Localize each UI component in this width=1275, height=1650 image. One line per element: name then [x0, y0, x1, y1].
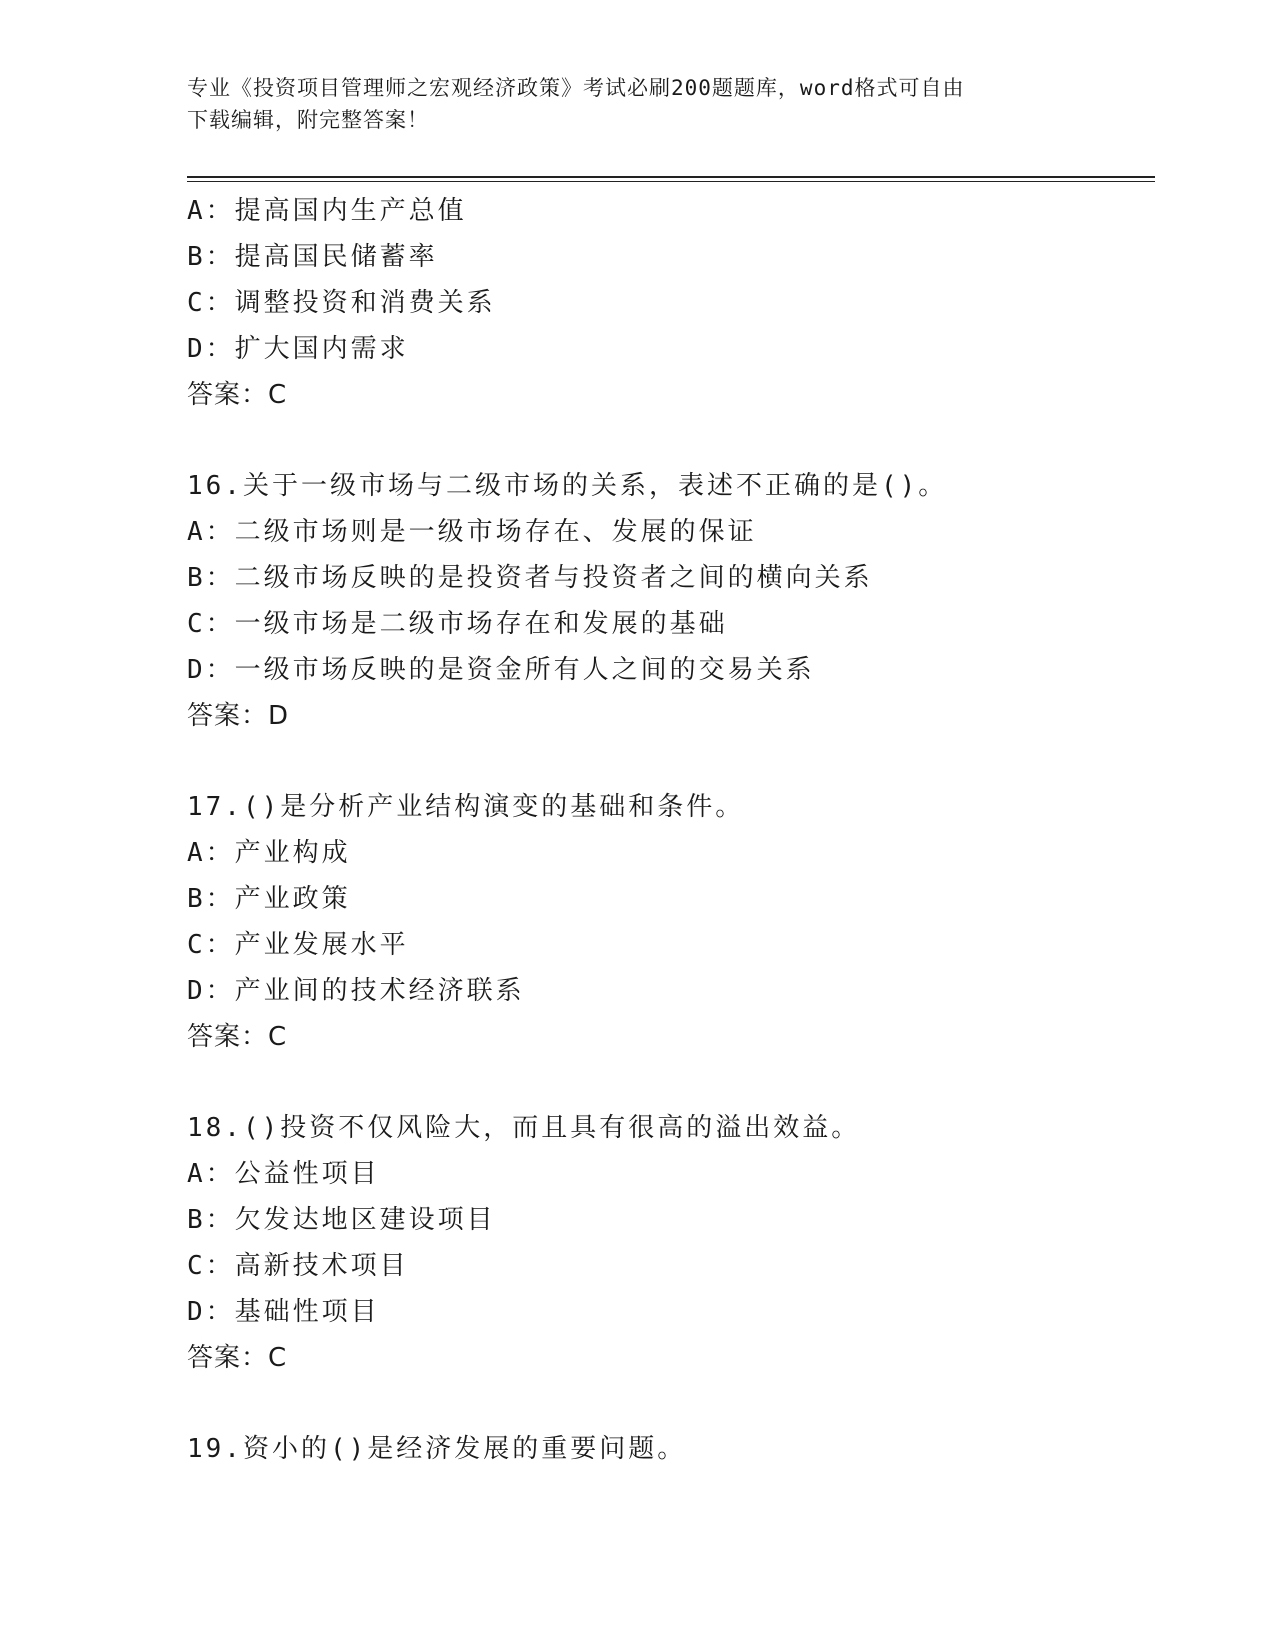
option-a: A：提高国内生产总值: [187, 196, 467, 226]
option-a: A：二级市场则是一级市场存在、发展的保证: [187, 517, 757, 547]
answer-line: 答案：C: [187, 1022, 288, 1052]
option-c: C：高新技术项目: [187, 1251, 409, 1281]
spacer: [187, 1060, 1155, 1105]
question-text: 17.()是分析产业结构演变的基础和条件。: [187, 792, 745, 822]
header-divider-thick: [187, 176, 1155, 178]
spacer: [187, 739, 1155, 784]
question-text: 19.资小的()是经济发展的重要问题。: [187, 1434, 687, 1464]
document-header: [187, 72, 1067, 136]
option-c: C：产业发展水平: [187, 930, 409, 960]
spacer: [187, 418, 1155, 463]
option-d: D：一级市场反映的是资金所有人之间的交易关系: [187, 655, 815, 685]
question-block-17: [187, 784, 1155, 1060]
answer-line: 答案：C: [187, 380, 288, 410]
question-block-15: [187, 188, 1155, 418]
option-b: B：提高国民储蓄率: [187, 242, 438, 272]
option-b: B：二级市场反映的是投资者与投资者之间的横向关系: [187, 563, 873, 593]
answer-line: 答案：C: [187, 1343, 288, 1373]
question-text: 18.()投资不仅风险大，而且具有很高的溢出效益。: [187, 1113, 861, 1143]
spacer: [187, 1381, 1155, 1426]
option-c: C：调整投资和消费关系: [187, 288, 496, 318]
question-block-16: [187, 463, 1155, 739]
answer-line: 答案：D: [187, 701, 290, 731]
option-d: D：产业间的技术经济联系: [187, 976, 525, 1006]
option-a: A：产业构成: [187, 838, 351, 868]
option-b: B：欠发达地区建设项目: [187, 1205, 496, 1235]
header-divider-thin: [187, 181, 1155, 182]
option-a: A：公益性项目: [187, 1159, 380, 1189]
question-block-19: [187, 1426, 1155, 1472]
header-line-2: 下载编辑，附完整答案！: [187, 108, 429, 132]
option-c: C：一级市场是二级市场存在和发展的基础: [187, 609, 728, 639]
option-b: B：产业政策: [187, 884, 351, 914]
question-list: [187, 188, 1155, 1472]
option-d: D：基础性项目: [187, 1297, 380, 1327]
option-d: D：扩大国内需求: [187, 334, 409, 364]
header-line-1: 专业《投资项目管理师之宏观经济政策》考试必刷200题题库，word格式可自由: [187, 76, 965, 100]
question-text: 16.关于一级市场与二级市场的关系，表述不正确的是()。: [187, 471, 948, 501]
question-block-18: [187, 1105, 1155, 1381]
